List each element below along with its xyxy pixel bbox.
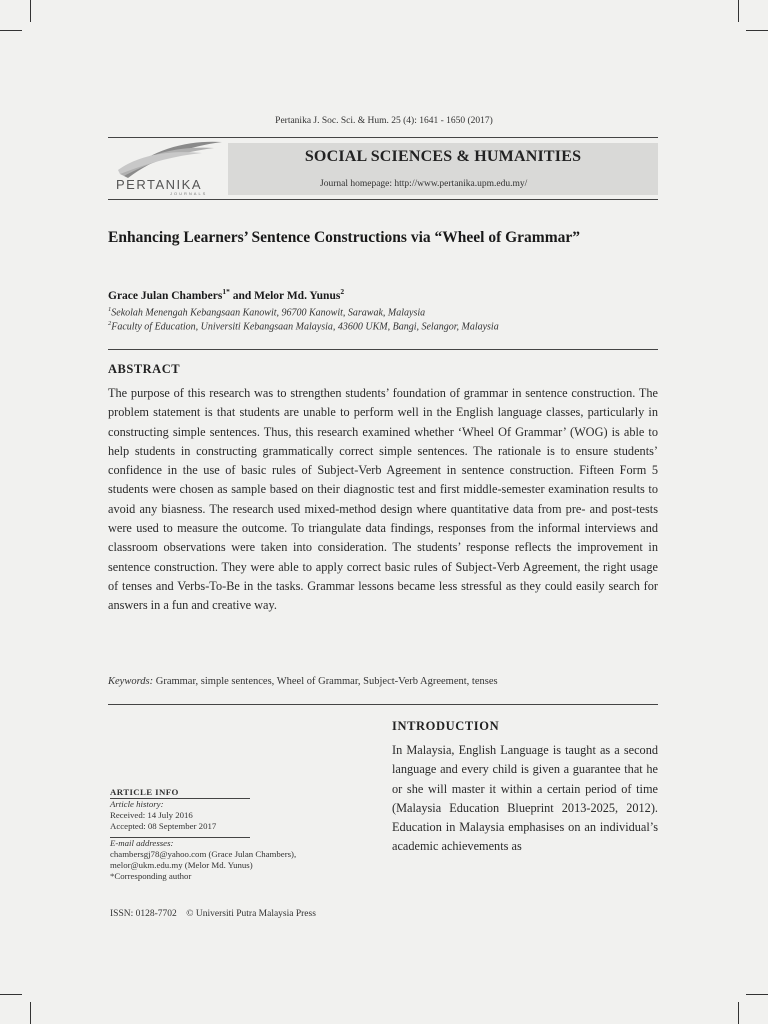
logo-subtext: JOURNALS xyxy=(170,191,208,196)
crop-mark xyxy=(0,994,22,995)
header-rule-bottom xyxy=(108,199,658,200)
paper-title: Enhancing Learners’ Sentence Constructions via “Wheel of Grammar” xyxy=(108,229,580,246)
email-2: melor@ukm.edu.my (Melor Md. Yunus) xyxy=(110,860,253,870)
introduction-body xyxy=(392,741,658,857)
author-line xyxy=(108,287,344,302)
article-history-label: Article history: xyxy=(110,798,250,810)
journal-citation: Pertanika J. Soc. Sci. & Hum. 25 (4): 1641 - 1650 (2017) xyxy=(275,116,493,126)
issn-footer: ISSN: 0128-7702 © Universiti Putra Malaysia Press xyxy=(110,909,316,919)
keywords-list: Grammar, simple sentences, Wheel of Grammar, Subject-Verb Agreement, tenses xyxy=(153,676,498,687)
author-superscript: 2 xyxy=(340,287,345,296)
journal-name: SOCIAL SCIENCES & HUMANITIES xyxy=(304,148,582,165)
abstract-rule xyxy=(108,349,658,350)
crop-mark xyxy=(738,1002,739,1024)
received-date: Received: 14 July 2016 xyxy=(110,810,193,820)
introduction-rule xyxy=(108,704,658,705)
affiliation-superscript: 1 xyxy=(108,306,112,313)
affiliation-superscript: 2 xyxy=(108,320,112,327)
email-1: chambersgj78@yahoo.com (Grace Julan Chambers), xyxy=(110,849,297,859)
affiliation-text: Faculty of Education, Universiti Kebangsaan Malaysia, 43600 UKM, Bangi, Selangor, Malaysia xyxy=(111,321,499,333)
crop-mark xyxy=(746,994,768,995)
author-superscript: 1* xyxy=(222,287,230,296)
corresponding-author-note: *Corresponding author xyxy=(110,871,192,881)
affiliation-1 xyxy=(108,306,425,318)
logo-text: PERTANIKA xyxy=(116,177,202,192)
introduction-paragraph: In Malaysia, English Language is taught as a second language and every child is given a guarantee that he or she will master it within a certain period of time (Malaysia Education Blueprint 2013-2025, 2012). Education in Malaysia emphasises on an individual’s academic achievements as xyxy=(392,743,658,854)
affiliation-2 xyxy=(108,320,499,332)
introduction-heading: INTRODUCTION xyxy=(392,719,500,733)
keywords-label: Keywords: xyxy=(108,676,154,687)
abstract-heading: ABSTRACT xyxy=(108,362,181,376)
affiliation-text: Sekolah Menengah Kebangsaan Kanowit, 96700 Kanowit, Sarawak, Malaysia xyxy=(111,307,426,319)
author-name: Grace Julan Chambers xyxy=(108,289,223,302)
email-label: E-mail addresses: xyxy=(110,837,250,849)
journal-homepage: Journal homepage: http://www.pertanika.upm.edu.my/ xyxy=(320,179,528,189)
abstract-body xyxy=(108,384,658,616)
crop-mark xyxy=(738,0,739,22)
crop-mark xyxy=(30,1002,31,1024)
crop-mark xyxy=(746,30,768,31)
accepted-date: Accepted: 08 September 2017 xyxy=(110,821,217,831)
keywords xyxy=(108,676,658,687)
article-info-heading: ARTICLE INFO xyxy=(110,787,179,797)
abstract-paragraph: The purpose of this research was to strengthen students’ foundation of grammar in sentence construction. The problem statement is that students are unable to perform well in the English language classes, particularly in constructing simple sentences. Thus, this research examined whether ‘Wheel Of Grammar’ (WOG) is able to help students in constructing grammatically correct simple sentences. The rationale is to ensure students’ confidence in the use of basic rules of Subject-Verb Agreement in sentence construction. Fifteen Form 5 students were chosen as sample based on their diagnostic test and first middle-semester examination results to avoid any biasness. The research used mixed-method design where quantitative data from pre- and post-tests were used to measure the outcome. To triangulate data findings, responses from the informal interviews and classroom observations were taken into consideration. The students’ response reflects the improvement in sentence construction. They were able to apply correct basic rules of Subject-Verb Agreement, the right usage of tenses and Verbs-To-Be in the tasks. Grammar lessons became less stressful as they could easily search for answers in a fun and creative way. xyxy=(108,386,658,613)
crop-mark xyxy=(0,30,22,31)
crop-mark xyxy=(30,0,31,22)
author-name: Melor Md. Yunus xyxy=(254,289,341,302)
article-info xyxy=(110,787,350,882)
author-joiner: and xyxy=(229,289,255,302)
